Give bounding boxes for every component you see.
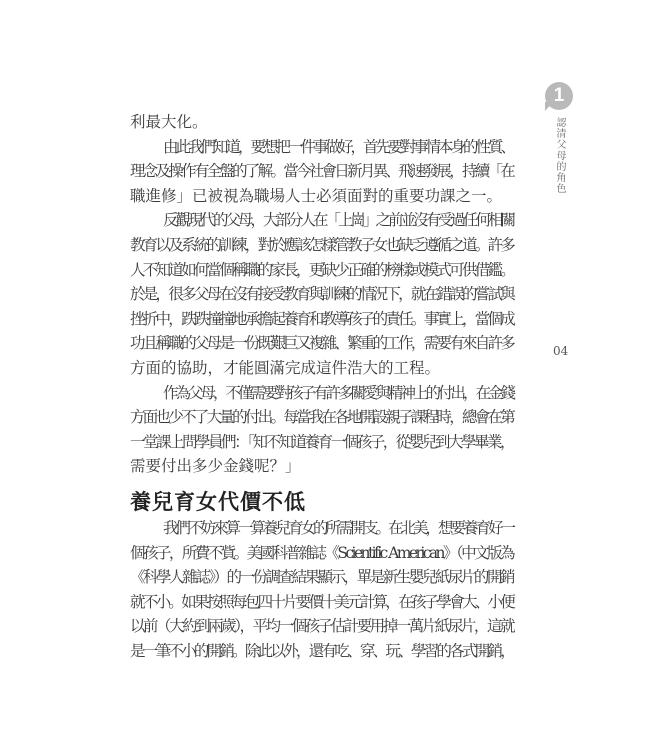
text-line: 由此我們知道，要想把一件事做好，首先要對事情本身的性質、	[163, 137, 513, 156]
page-number: 04	[553, 344, 569, 358]
text-line: 反觀現代的父母，大部分人在「上崗」之前並沒有受過任何相關	[163, 211, 513, 230]
text-line: 作為父母，不僅需要對孩子有許多關愛與精神上的付出，在金錢	[163, 383, 513, 402]
text-line: 個孩子，所費不貲。美國科普雜誌《Scientific American》（中文版為	[130, 543, 513, 562]
text-line: 就不小。如果按照每包四十片要價十美元計算，在孩子學會大、小便	[130, 592, 513, 611]
text-line: 一堂課上問學員們：「知不知道養育一個孩子，從嬰兒到大學畢業，	[130, 432, 513, 451]
text-line: 是一筆不小的開銷。除此以外，還有吃、穿、玩、學習的各式開銷，	[130, 642, 513, 660]
text-line: 挫折中，跌跌撞撞地承擔起養育和教導孩子的責任。事實上，當個成	[130, 309, 513, 328]
section-heading: 養兒育女代價不低	[130, 489, 306, 514]
bubble-tail	[545, 102, 553, 111]
text-line: 利最大化。	[130, 113, 208, 131]
text-line: 功且稱職的父母是一份既艱巨又複雜、繁重的工作，需要有來自許多	[130, 334, 513, 353]
text-line: 教育以及系統的訓練，對於應該怎樣管教子女也缺乏遵循之道。許多	[130, 236, 513, 254]
text-line: 人不知道如何當個稱職的家長，更缺少正確的榜樣或模式可供借鑑。	[130, 260, 513, 279]
text-line: 職進修」已被視為職場人士必須面對的重要功課之一。	[130, 186, 503, 205]
chapter-title-vertical: 認清父母的角色	[554, 117, 565, 194]
text-line: 需要付出多少金錢呢？」	[130, 457, 301, 476]
text-line: 方面的協助，才能圓滿完成這件浩大的工程。	[130, 359, 441, 377]
text-line: 方面也少不了大量的付出。每當我在各地開設親子課程時，總會在第	[130, 408, 513, 427]
text-line: 理念及操作有全盤的了解。當今社會日新月異、飛速發展，持續「在	[130, 162, 513, 181]
chapter-number: 1	[553, 85, 565, 106]
text-line: 於是，很多父母在沒有接受教育與訓練的情況下，就在錯誤的嘗試與	[130, 285, 513, 304]
text-line: 《科學人雜誌》）的一份調查結果顯示，單是新生嬰兒紙尿片的開銷	[130, 568, 513, 587]
text-line: 以前（大約到兩歲），平均一個孩子估計要用掉一萬片紙尿片，這就	[130, 617, 513, 636]
text-line: 我們不妨來算一算養兒育女的所需開支。在北美，想要養育好一	[163, 519, 513, 537]
